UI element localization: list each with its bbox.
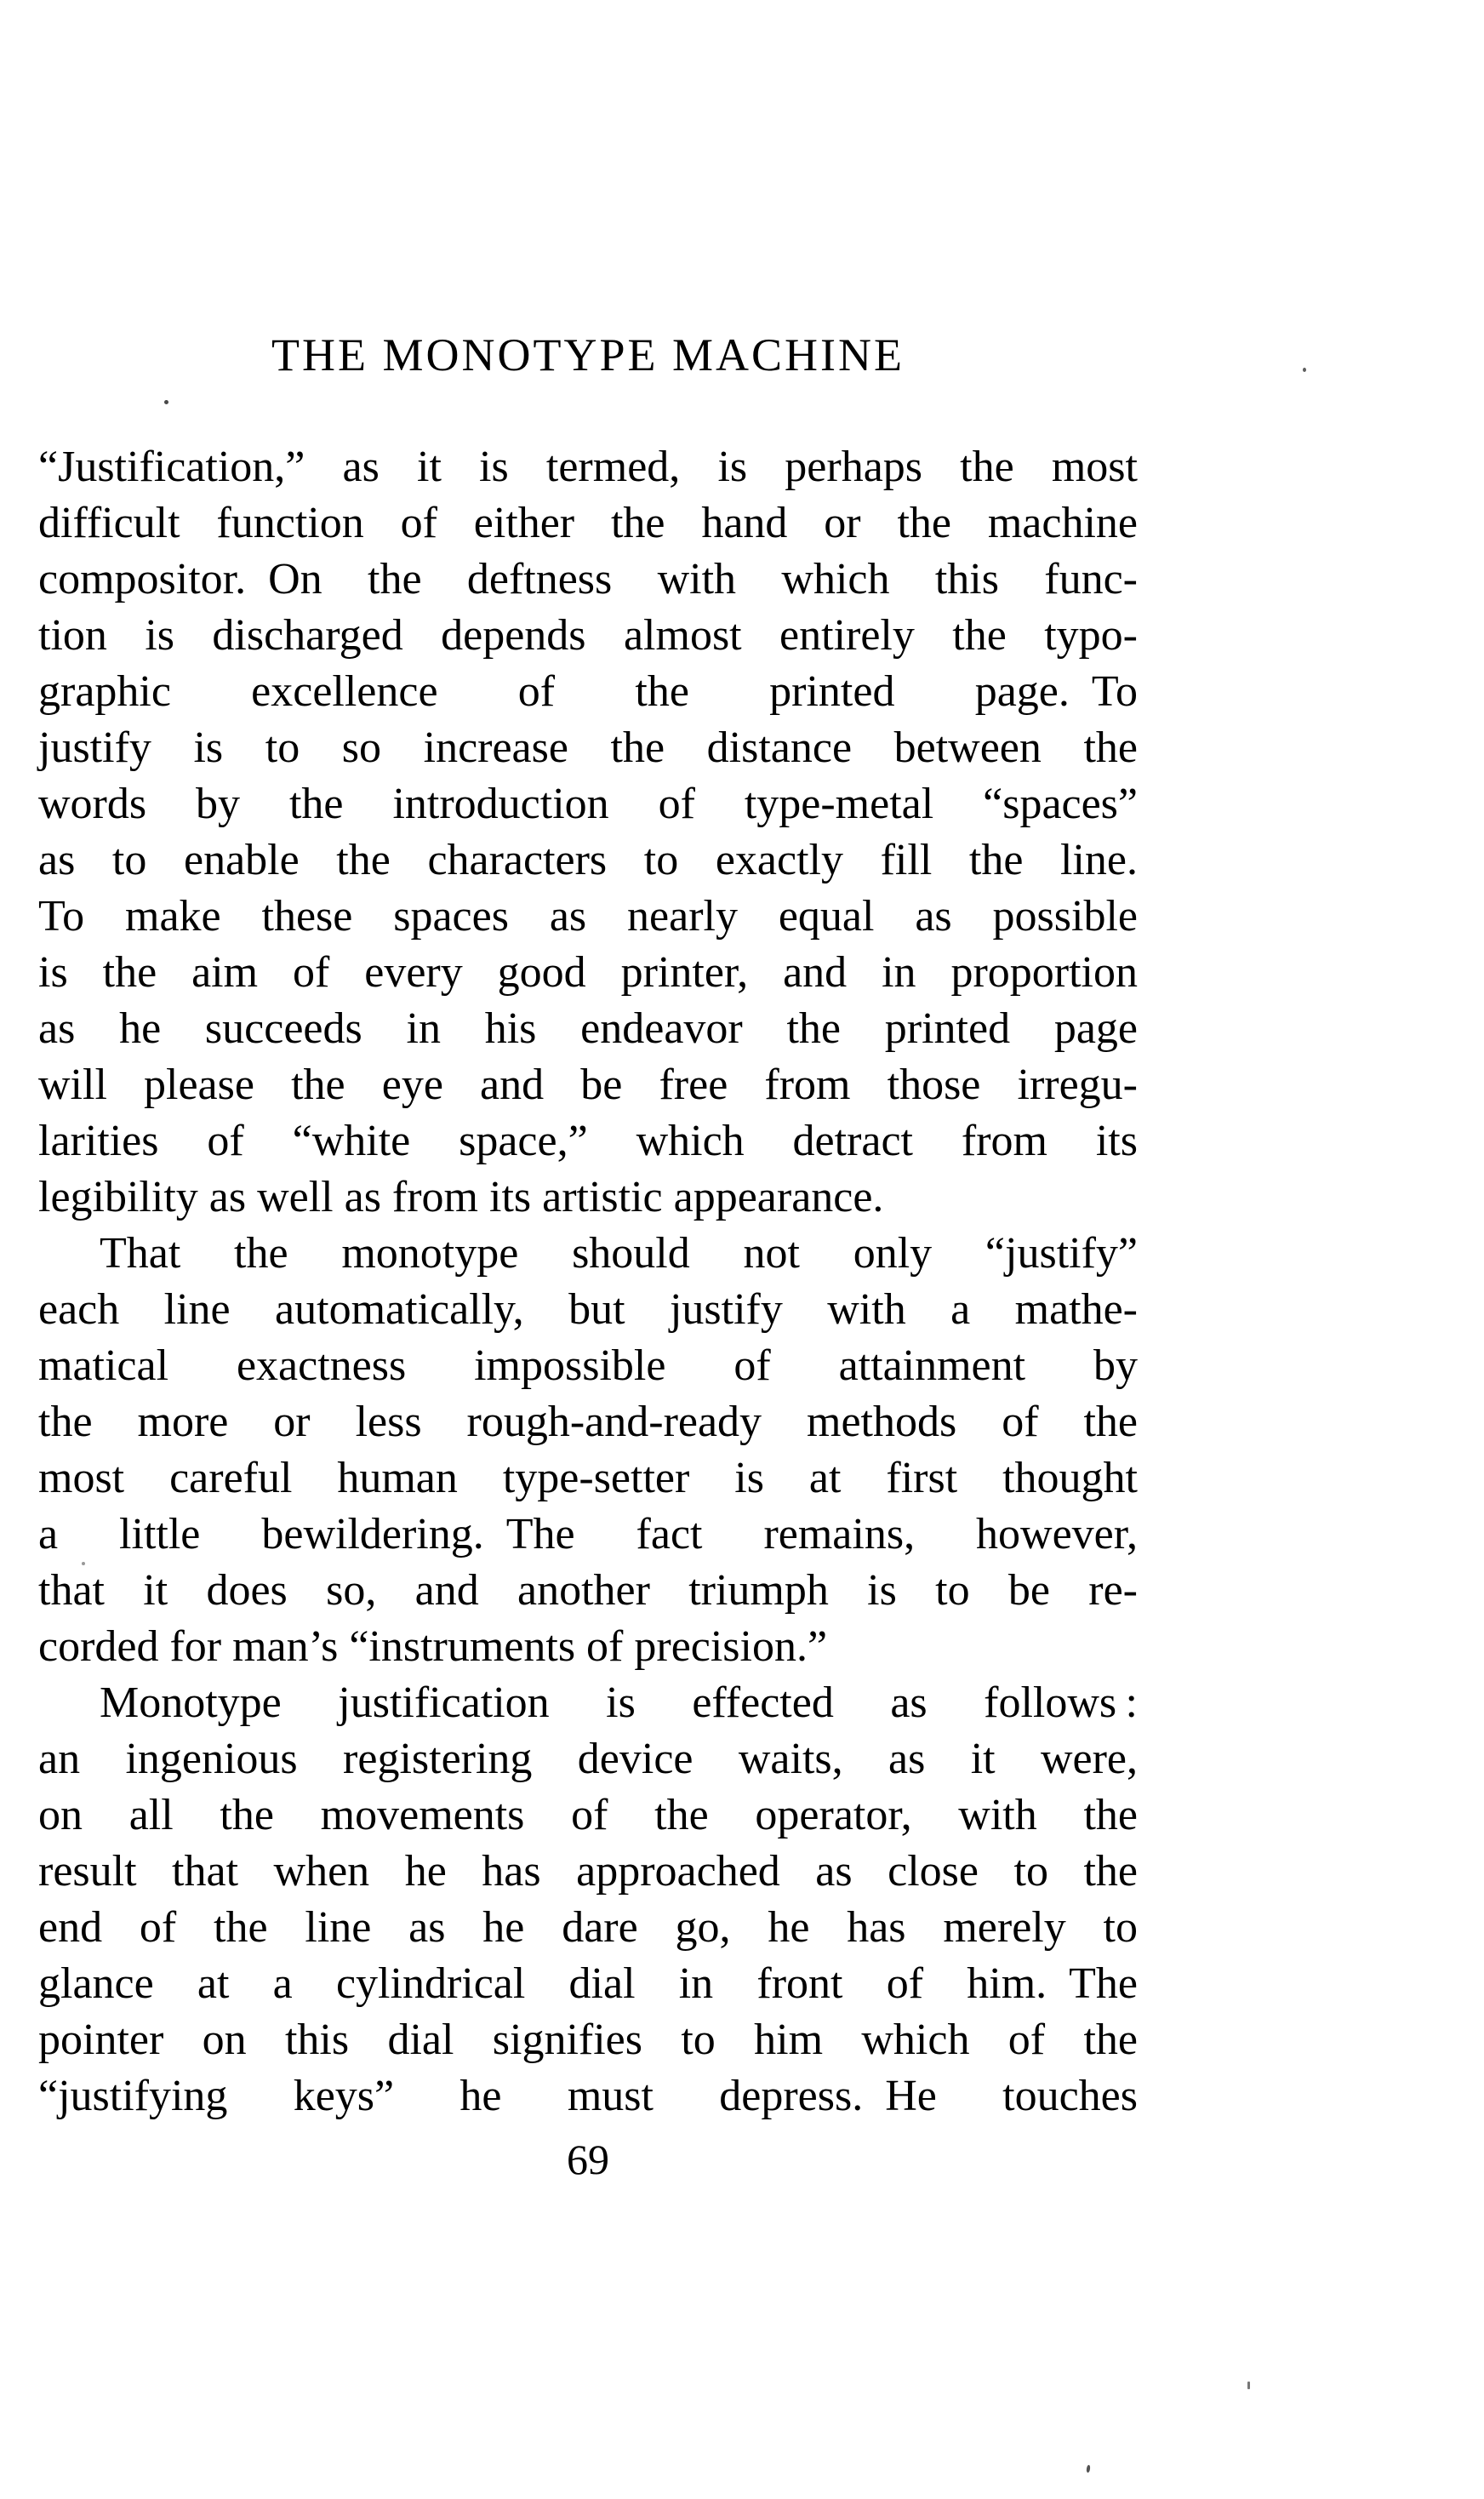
scan-speck bbox=[164, 400, 168, 404]
text-line: that it does so, and another triumph is to be re- bbox=[38, 1566, 1138, 1615]
text-line: tion is discharged depends almost entirely the typo- bbox=[38, 611, 1138, 660]
scan-speck bbox=[1247, 2382, 1250, 2389]
text-line: justify is to so increase the distance between the bbox=[38, 723, 1138, 772]
text-line: words by the introduction of type-metal “spaces” bbox=[38, 780, 1138, 828]
text-line: Monotype justification is effected as follows : bbox=[100, 1678, 1138, 1727]
text-line: a little bewildering. The fact remains, however, bbox=[38, 1510, 1138, 1558]
text-line: as he succeeds in his endeavor the printed page bbox=[38, 1004, 1138, 1053]
text-line: on all the movements of the operator, with the bbox=[38, 1791, 1138, 1839]
scan-speck bbox=[1303, 368, 1306, 372]
text-line: pointer on this dial signifies to him which of the bbox=[38, 2016, 1138, 2064]
text-line: graphic excellence of the printed page. To bbox=[38, 667, 1138, 716]
text-line: most careful human type-setter is at first thought bbox=[38, 1454, 1138, 1502]
text-line: end of the line as he dare go, he has merely to bbox=[38, 1903, 1138, 1952]
page-number: 69 bbox=[567, 2136, 609, 2183]
text-line: legibility as well as from its artistic appearance. bbox=[38, 1173, 884, 1221]
text-line: “Justification,” as it is termed, is perhaps the most bbox=[38, 443, 1138, 491]
text-line: an ingenious registering device waits, as it were, bbox=[38, 1735, 1138, 1783]
scan-speck bbox=[82, 1562, 85, 1565]
body-text bbox=[38, 439, 1138, 2124]
text-line: as to enable the characters to exactly fill the line. bbox=[38, 836, 1138, 884]
text-line: result that when he has approached as close to the bbox=[38, 1847, 1138, 1896]
text-line: To make these spaces as nearly equal as possible bbox=[38, 892, 1138, 941]
text-line: the more or less rough-and-ready methods of the bbox=[38, 1398, 1138, 1446]
page-title: THE MONOTYPE MACHINE bbox=[271, 329, 905, 380]
text-line: each line automatically, but justify with a mathe- bbox=[38, 1285, 1138, 1334]
text-line: That the monotype should not only “justify” bbox=[100, 1229, 1138, 1278]
text-line: glance at a cylindrical dial in front of him. The bbox=[38, 1959, 1138, 2008]
text-line: compositor. On the deftness with which this func- bbox=[38, 555, 1138, 603]
text-line: “justifying keys” he must depress. He touches bbox=[38, 2072, 1138, 2120]
text-line: matical exactness impossible of attainment by bbox=[38, 1341, 1138, 1390]
scan-speck bbox=[1086, 2465, 1090, 2473]
text-line: difficult function of either the hand or the machine bbox=[38, 499, 1138, 547]
text-line: will please the eye and be free from those irregu- bbox=[38, 1061, 1138, 1109]
text-line: larities of “white space,” which detract from its bbox=[38, 1117, 1138, 1165]
text-line: corded for man’s “instruments of precision.” bbox=[38, 1622, 828, 1671]
text-line: is the aim of every good printer, and in proportion bbox=[38, 948, 1138, 997]
